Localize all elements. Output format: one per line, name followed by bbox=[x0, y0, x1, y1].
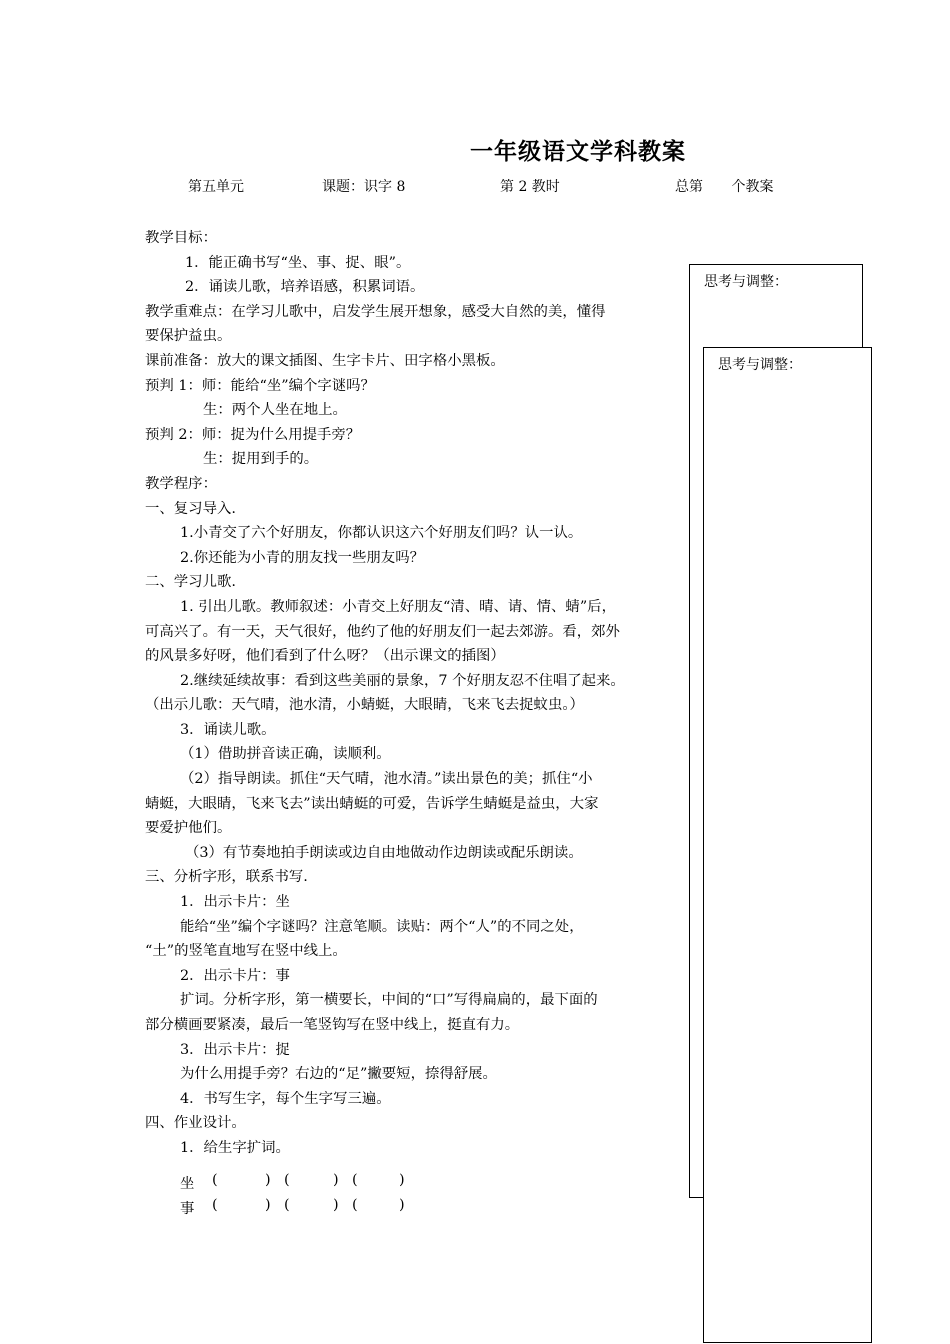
text-line: 3．诵读儿歌。 bbox=[180, 721, 276, 738]
paren-open: ( bbox=[284, 1197, 290, 1213]
text-line: 1．出示卡片：坐 bbox=[180, 894, 290, 911]
text-line: 课前准备：放大的课文插图、生字卡片、田字格小黑板。 bbox=[145, 352, 505, 369]
text-line: 预判 2：师：捉为什么用提手旁？ bbox=[145, 426, 361, 443]
text-line: 1．给生字扩词。 bbox=[180, 1139, 290, 1156]
text-line: 教学程序： bbox=[145, 475, 217, 492]
paren-open: ( bbox=[212, 1172, 218, 1188]
paren-close: ) bbox=[399, 1197, 405, 1213]
exercise-char: 事 bbox=[180, 1201, 195, 1217]
text-line: 一、复习导入. bbox=[145, 500, 236, 517]
text-line: 四、作业设计。 bbox=[145, 1115, 246, 1132]
paren-close: ) bbox=[265, 1172, 271, 1188]
paren-close: ) bbox=[265, 1197, 271, 1213]
text-line: 教学重难点：在学习儿歌中，启发学生展开想象，感受大自然的美，懂得 bbox=[145, 303, 606, 320]
text-line: （1）借助拼音读正确，读顺利。 bbox=[180, 746, 391, 763]
text-line: 三、分析字形，联系书写. bbox=[145, 869, 308, 886]
total-label: 总第 个教案 bbox=[675, 179, 774, 195]
text-line: “土”的竖笔直地写在竖中线上。 bbox=[145, 943, 347, 960]
text-line: （出示儿歌：天气晴，池水清，小蜻蜓，大眼睛，飞来飞去捉蚊虫。） bbox=[145, 697, 584, 714]
text-line: 要爱护他们。 bbox=[145, 820, 232, 837]
text-line: 二、学习儿歌. bbox=[145, 574, 236, 591]
text-line: （2）指导朗读。抓住“天气晴，池水清。”读出景色的美；抓住“小 bbox=[180, 771, 593, 788]
text-line: 的风景多好呀，他们看到了什么呀？（出示课文的插图） bbox=[145, 648, 505, 665]
document-title: 一年级语文学科教案 bbox=[470, 138, 686, 165]
paren-close: ) bbox=[333, 1197, 339, 1213]
unit-label: 第五单元 bbox=[188, 179, 244, 195]
paren-close: ) bbox=[333, 1172, 339, 1188]
text-line: 教学目标： bbox=[145, 230, 217, 246]
period-label: 第 2 教时 bbox=[500, 179, 560, 195]
paren-open: ( bbox=[212, 1197, 218, 1213]
text-line: 能给“坐”编个字谜吗？注意笔顺。读贴：两个“人”的不同之处， bbox=[180, 918, 584, 935]
text-line: 2.你还能为小青的朋友找一些朋友吗？ bbox=[180, 549, 424, 566]
text-line: 生：捉用到手的。 bbox=[203, 451, 319, 468]
text-line: 生：两个人坐在地上。 bbox=[203, 402, 347, 419]
text-line: 3．出示卡片：捉 bbox=[180, 1041, 290, 1058]
reflection-label-2: 思考与调整： bbox=[718, 357, 802, 373]
paren-open: ( bbox=[352, 1172, 358, 1188]
text-line: 1．能正确书写“坐、事、捉、眼”。 bbox=[185, 254, 411, 271]
reflection-label-1: 思考与调整： bbox=[704, 274, 788, 290]
paren-close: ) bbox=[399, 1172, 405, 1188]
lesson-body bbox=[145, 226, 690, 1161]
text-line: 2．出示卡片：事 bbox=[180, 967, 290, 984]
text-line: 4．书写生字，每个生字写三遍。 bbox=[180, 1090, 391, 1107]
text-line: 2.继续延续故事：看到这些美丽的景象，7 个好朋友忍不住唱了起来。 bbox=[180, 672, 625, 689]
paren-open: ( bbox=[284, 1172, 290, 1188]
text-line: 部分横画要紧凑，最后一笔竖钩写在竖中线上，挺直有力。 bbox=[145, 1017, 520, 1033]
topic-label: 课题：识字 8 bbox=[322, 179, 406, 195]
text-line: 蜻蜓，大眼睛，飞来飞去”读出蜻蜓的可爱，告诉学生蜻蜓是益虫，大家 bbox=[145, 795, 599, 812]
text-line: （3）有节奏地拍手朗读或边自由地做动作边朗读或配乐朗读。 bbox=[185, 844, 583, 861]
text-line: 可高兴了。有一天，天气很好，他约了他的好朋友们一起去郊游。看，郊外 bbox=[145, 623, 620, 640]
exercise-char: 坐 bbox=[180, 1176, 195, 1192]
text-line: 2．诵读儿歌，培养语感，积累词语。 bbox=[185, 279, 425, 296]
text-line: 1. 引出儿歌。教师叙述：小青交上好朋友“清、晴、请、情、蜻”后， bbox=[180, 598, 616, 615]
paren-open: ( bbox=[352, 1197, 358, 1213]
text-line: 要保护益虫。 bbox=[145, 328, 232, 345]
text-line: 1.小青交了六个好朋友，你都认识这六个好朋友们吗？认一认。 bbox=[180, 525, 583, 542]
text-line: 预判 1：师：能给“坐”编个字谜吗？ bbox=[145, 377, 375, 394]
text-line: 为什么用提手旁？右边的“足”撇要短，捺得舒展。 bbox=[180, 1066, 497, 1083]
text-line: 扩词。分析字形，第一横要长，中间的“口”写得扁扁的，最下面的 bbox=[180, 992, 598, 1009]
reflection-box-2 bbox=[703, 347, 872, 1343]
